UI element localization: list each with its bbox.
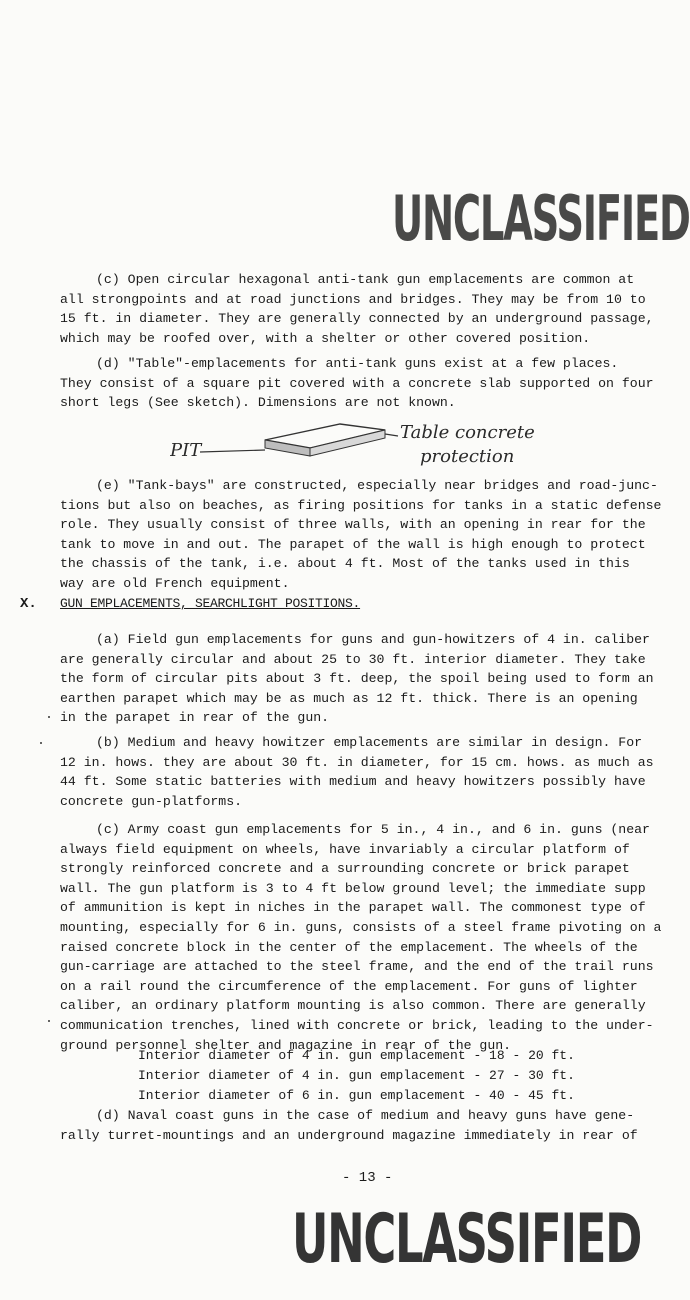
text-line: 44 ft. Some static batteries with medium and heavy howitzers possibly have <box>60 774 646 790</box>
sketch-slab-front <box>265 440 310 456</box>
paragraph-howitzer-b <box>60 733 688 811</box>
text-line: role. They usually consist of three walls, with an opening in rear for the <box>60 517 646 533</box>
paragraph-naval-gun-d <box>60 1106 688 1145</box>
sketch-slab-label-1: Table concrete <box>400 422 535 443</box>
diameter-item: Interior diameter of 6 in. gun emplacement - 40 - 45 ft. <box>138 1088 575 1103</box>
paragraph-table-emplacements-d <box>60 354 688 413</box>
text-line: on a rail round the circumference of the emplacement. For guns of lighter <box>60 978 638 994</box>
text-line: (d) Naval coast guns in the case of medium and heavy guns have gene- <box>96 1108 635 1123</box>
paragraph-tank-bays-e <box>60 476 688 594</box>
sketch-slab-label-2: protection <box>420 446 515 467</box>
text-line: (d) "Table"-emplacements for anti-tank guns exist at a few places. <box>96 356 619 371</box>
text-line: caliber, an ordinary platform mounting is also common. There are generally <box>60 998 646 1014</box>
paragraph-antitank-c <box>60 270 688 348</box>
scan-speck <box>40 742 42 744</box>
text-line: rally turret-mountings and an underground magazine immediately in rear of <box>60 1127 638 1143</box>
text-line: (e) "Tank-bays" are constructed, especially near bridges and road-junc- <box>96 478 658 493</box>
sketch-slab-side <box>310 430 385 456</box>
text-line: of ammunition is kept in niches in the parapet wall. The commonest type of <box>60 900 646 916</box>
unclassified-stamp-bottom: UNCLASSIFIED <box>292 1200 642 1279</box>
text-line: all strongpoints and at road junctions and bridges. They may be from 10 to <box>60 291 646 307</box>
text-line: short legs (See sketch). Dimensions are not known. <box>60 395 456 411</box>
page-number: - 13 - <box>342 1170 393 1186</box>
text-line: (a) Field gun emplacements for guns and gun-howitzers of 4 in. caliber <box>96 632 650 647</box>
text-line: (c) Open circular hexagonal anti-tank gun emplacements are common at <box>96 272 635 287</box>
paragraph-field-gun-a <box>60 630 688 728</box>
text-line: 12 in. hows. they are about 30 ft. in diameter, for 15 cm. hows. as much as <box>60 754 654 770</box>
text-line: the chassis of the tank, i.e. about 4 ft. Most of the tanks used in this <box>60 556 630 572</box>
text-line: strongly reinforced concrete and a surrounding concrete or brick parapet <box>60 861 630 877</box>
diameter-list <box>138 1046 575 1106</box>
text-line: mounting, especially for 6 in. guns, consists of a steel frame pivoting on a <box>60 919 662 935</box>
sketch-pit-leader-line <box>200 450 265 452</box>
text-line: in the parapet in rear of the gun. <box>60 710 330 726</box>
text-line: (b) Medium and heavy howitzer emplacements are similar in design. For <box>96 735 643 750</box>
text-line: wall. The gun platform is 3 to 4 ft below ground level; the immediate supp <box>60 880 646 896</box>
text-line: are generally circular and about 25 to 30 ft. interior diameter. They take <box>60 651 646 667</box>
scan-speck <box>48 716 50 718</box>
text-line: (c) Army coast gun emplacements for 5 in., 4 in., and 6 in. guns (near <box>96 822 650 837</box>
paragraph-coast-gun-c <box>60 820 688 1055</box>
text-line: ground personnel shelter and magazine in rear of the gun. <box>60 1037 512 1053</box>
text-line: the form of circular pits about 3 ft. deep, the spoil being used to form an <box>60 671 654 687</box>
text-line: which may be roofed over, with a shelter or other covered position. <box>60 330 591 346</box>
text-line: earthen parapet which may be as much as 12 ft. thick. There is an opening <box>60 690 638 706</box>
unclassified-stamp-top: UNCLASSIFIED <box>392 182 690 255</box>
diameter-item: Interior diameter of 4 in. gun emplacement - 18 - 20 ft. <box>138 1048 575 1063</box>
text-line: concrete gun-platforms. <box>60 793 243 809</box>
text-line: way are old French equipment. <box>60 575 290 591</box>
sketch-slab-leader-line <box>385 434 398 436</box>
sketch-pit-label: PIT <box>170 440 202 461</box>
text-line: communication trenches, lined with concrete or brick, leading to the under- <box>60 1017 654 1033</box>
section-title: GUN EMPLACEMENTS, SEARCHLIGHT POSITIONS. <box>60 596 361 611</box>
text-line: gun-carriage are attached to the steel frame, and the end of the trail runs <box>60 959 654 975</box>
diameter-item: Interior diameter of 4 in. gun emplacement - 27 - 30 ft. <box>138 1068 575 1083</box>
text-line: tank to move in and out. The parapet of the wall is high enough to protect <box>60 536 646 552</box>
text-line: They consist of a square pit covered with a concrete slab supported on four <box>60 375 654 391</box>
text-line: always field equipment on wheels, have invariably a circular platform of <box>60 841 630 857</box>
table-emplacement-sketch <box>170 416 600 468</box>
text-line: 15 ft. in diameter. They are generally connected by an underground passage, <box>60 311 654 327</box>
text-line: raised concrete block in the center of the emplacement. The wheels of the <box>60 939 638 955</box>
text-line: tions but also on beaches, as firing positions for tanks in a static defense <box>60 497 662 513</box>
scan-speck <box>48 1020 50 1022</box>
section-number: X. <box>20 596 37 612</box>
